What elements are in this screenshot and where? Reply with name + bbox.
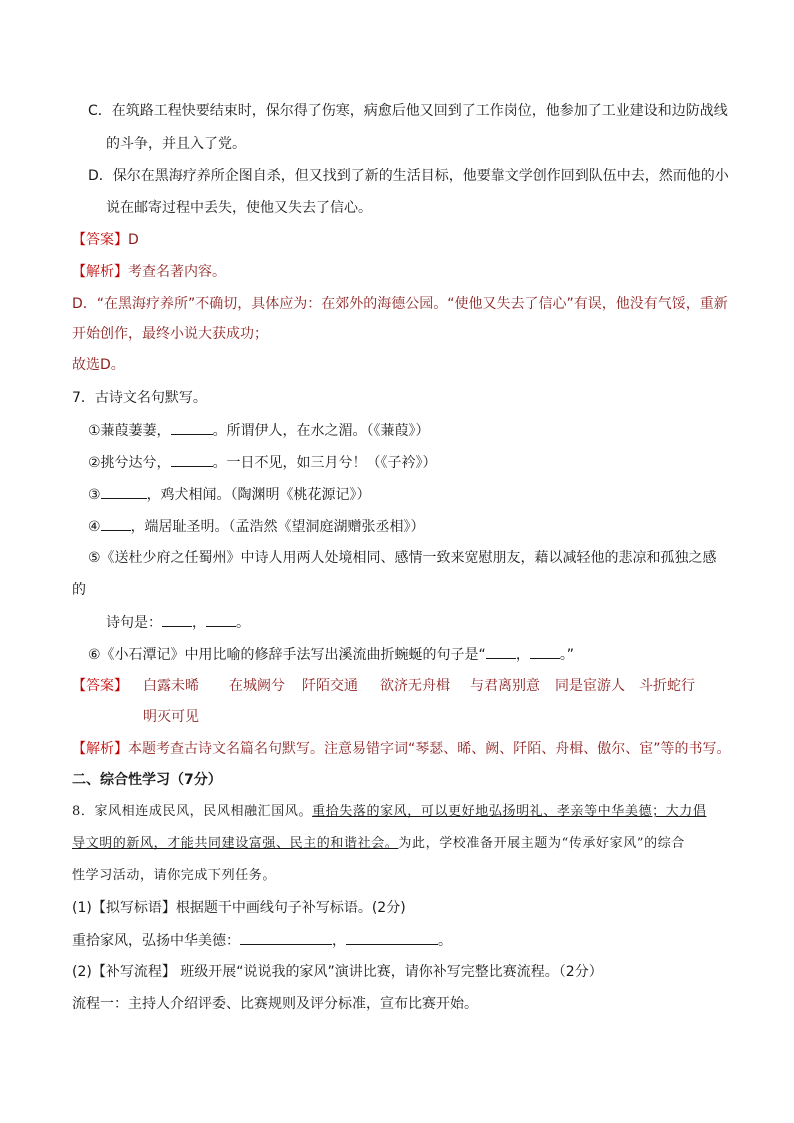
q6-conclusion: 故选D。	[72, 357, 125, 373]
q8-underlined-text: 导文明的新风，才能共同建设富强、民主的和谐社会。	[72, 836, 399, 851]
item-text: 。	[236, 615, 250, 631]
fill-blank[interactable]	[530, 644, 560, 659]
q7-answer-5: 与君离别意	[470, 678, 540, 694]
section-title: 二、综合性学习（7分）	[72, 772, 222, 788]
q8-underlined-text: 重拾失落的家风，可以更好地弘扬明礼、孝亲等中华美德；大力倡	[312, 804, 707, 819]
item-text: 。”	[559, 647, 575, 663]
fill-blank[interactable]	[206, 612, 236, 627]
q7-answer-6: 同是宦游人	[555, 678, 625, 694]
q8-flow1: 流程一：主持人介绍评委、比赛规则及评分标准，宣布比赛开始。	[72, 996, 478, 1012]
task-text: 重拾家风，弘扬中华美德：	[72, 933, 240, 949]
q8-task1-prompt	[72, 930, 452, 951]
q8-text: 为此，学校准备开展主题为“传承好家风”的综合	[398, 836, 685, 851]
q8-text: 8．家风相连成民风，民风相融汇国风。	[72, 804, 313, 819]
q7-item3	[88, 484, 371, 505]
q8-line1	[72, 802, 706, 822]
q7-answer-4: 欲济无舟楫	[380, 678, 450, 694]
item-text: ③	[88, 487, 101, 503]
q7-answer-3: 阡陌交通	[302, 678, 358, 694]
q7-analysis	[72, 739, 731, 759]
task-text: 。	[438, 933, 452, 949]
item-text: ①蒹葭萋萋，	[88, 423, 171, 439]
q8-line2	[72, 834, 685, 854]
analysis-text: 考查名著内容。	[128, 264, 226, 280]
option-d-line1: D．保尔在黑海疗养所企图自杀，但又找到了新的生活目标，他要靠文学创作回到队伍中去，然而他的小	[88, 168, 729, 184]
option-c-line1: C．在筑路工程快要结束时，保尔得了伤寒，病愈后他又回到了工作岗位，他参加了工业建设和边防战线	[88, 103, 728, 119]
q7-item5-line2: 的	[72, 582, 86, 598]
q7-answer-label: 【答案】	[72, 678, 128, 694]
q7-answer-2: 在城阙兮	[229, 678, 285, 694]
item-text: ②挑兮达兮，	[88, 455, 171, 471]
fill-blank[interactable]	[162, 612, 192, 627]
q7-item1	[88, 420, 430, 441]
item-text: ，	[192, 615, 206, 631]
item-text: ⑥《小石潭记》中用比喻的修辞手法写出溪流曲折蜿蜒的句子是“	[88, 647, 486, 663]
q7-item5-prompt	[106, 612, 250, 633]
q8-line3: 性学习活动，请你完成下列任务。	[72, 868, 277, 883]
fill-blank[interactable]	[171, 420, 213, 435]
fill-blank[interactable]	[101, 484, 147, 499]
answer-value: D	[128, 232, 139, 248]
q6-answer	[72, 230, 139, 250]
item-text: 。所谓伊人，在水之湄。（《蒹葭》）	[212, 423, 430, 439]
item-text: ④	[88, 519, 101, 535]
q7-title: 7．古诗文名句默写。	[72, 390, 207, 406]
q8-task1-title: (1)【拟写标语】根据题干中画线句子补写标语。(2分)	[72, 900, 406, 916]
item-text: 诗句是：	[106, 615, 162, 631]
fill-blank[interactable]	[240, 930, 332, 945]
q6-detail-line1: D．“在黑海疗养所”不确切，具体应为：在郊外的海德公园。“使他又失去了信心”有误，他没有气馁，重新	[72, 296, 728, 312]
q7-item2	[88, 452, 437, 473]
item-text: ，端居耻圣明。（孟浩然《望洞庭湖赠张丞相》）	[130, 519, 425, 535]
q7-item5-line1: ⑤《送杜少府之任蜀州》中诗人用两人处境相同、感情一致来宽慰朋友，藉以减轻他的悲凉和孤独之感	[88, 550, 717, 566]
q7-answer-7: 斗折蛇行	[639, 678, 695, 694]
fill-blank[interactable]	[171, 452, 213, 467]
analysis-text: 本题考查古诗文名篇名句默写。注意易错字词“琴瑟、晞、阙、阡陌、舟楫、傲尔、宦”等的书写。	[128, 741, 731, 757]
q7-item6	[88, 644, 574, 665]
q7-item4	[88, 516, 425, 537]
item-text: ，鸡犬相闻。（陶渊明《桃花源记》）	[146, 487, 371, 503]
fill-blank[interactable]	[486, 644, 516, 659]
answer-label: 【答案】	[72, 232, 128, 248]
option-d-line2: 说在邮寄过程中丢失，使他又失去了信心。	[106, 200, 372, 216]
item-text: 。一日不见，如三月兮！（《子衿》）	[212, 455, 437, 471]
q6-analysis	[72, 262, 226, 282]
fill-blank[interactable]	[346, 930, 438, 945]
analysis-label: 【解析】	[72, 264, 128, 280]
item-text: ，	[515, 647, 530, 663]
q7-answer-1: 白露未晞	[143, 678, 199, 694]
fill-blank[interactable]	[101, 516, 131, 531]
q6-detail-line2: 开始创作，最终小说大获成功；	[72, 326, 268, 342]
option-c-line2: 的斗争，并且入了党。	[106, 136, 246, 152]
task-text: ，	[332, 933, 346, 949]
q7-answer-8: 明灭可见	[143, 709, 199, 725]
q8-task2-title: (2)【补写流程】 班级开展“说说我的家风”演讲比赛，请你补写完整比赛流程。（2分）	[72, 964, 603, 980]
analysis-label: 【解析】	[72, 741, 128, 757]
